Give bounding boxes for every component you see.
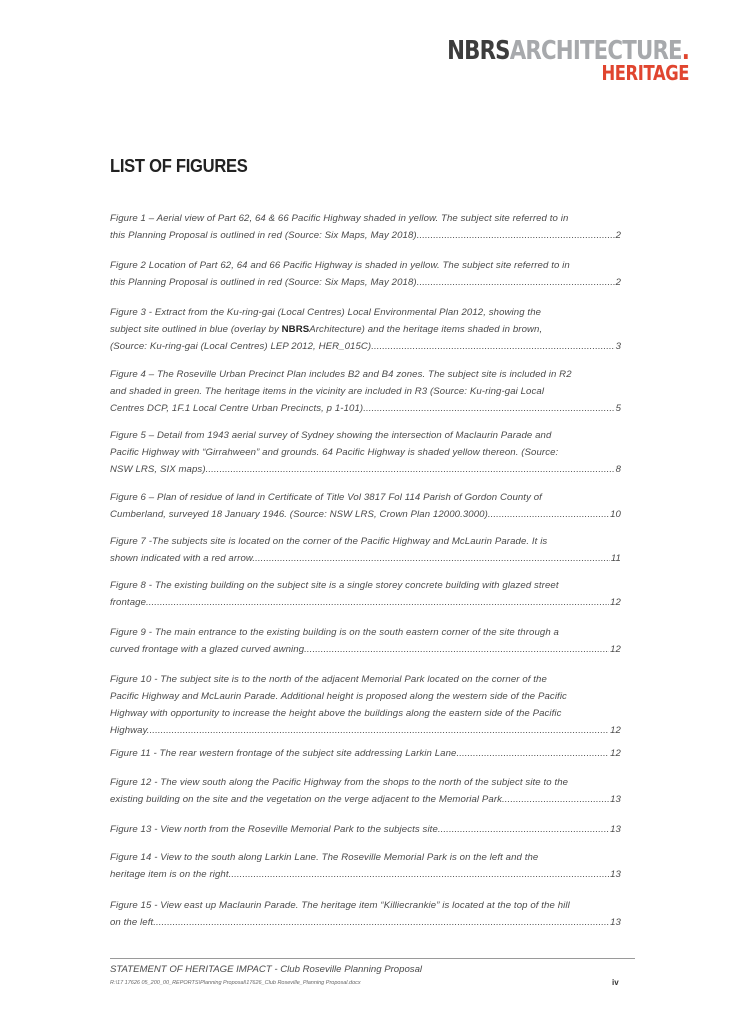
dot-leader (505, 791, 609, 808)
figure-caption-last-line (110, 274, 621, 291)
figure-page-number: 3 (615, 341, 621, 352)
figure-page-number: 11 (610, 553, 621, 564)
page-number: iv (612, 978, 619, 987)
figure-entry[interactable] (110, 577, 621, 611)
figure-caption-line: curved frontage with a glazed curved awning. (110, 644, 307, 655)
figure-entry[interactable] (110, 427, 621, 478)
figure-page-number: 13 (610, 824, 621, 835)
figure-entry[interactable] (110, 210, 621, 244)
page-title: LIST OF FIGURES (110, 156, 248, 176)
figure-caption-last-line (110, 400, 621, 417)
figure-caption-last-line (110, 550, 621, 567)
figure-entry[interactable] (110, 624, 621, 658)
figure-caption-last-line (110, 745, 621, 762)
dot-leader (255, 550, 610, 567)
figure-caption-last-line (110, 791, 621, 808)
figure-caption-last-line (110, 506, 621, 523)
figure-page-number: 10 (610, 509, 621, 520)
figure-caption-last-line (110, 594, 621, 611)
figure-page-number: 13 (610, 869, 621, 880)
footer-file-path: R:\17 17626 05_200_00_REPORTS\Planning Proposal\17626_Club Roseville_Planning Proposal.docx (110, 980, 361, 986)
figure-caption-line: Figure 4 – The Roseville Urban Precinct Plan includes B2 and B4 zones. The subject site is included in R2 (110, 369, 572, 380)
figure-caption-line: Pacific Highway with “Girrahween” and grounds. 64 Pacific Highway is shaded yellow thereon. (Source: (110, 447, 559, 458)
dot-leader (488, 506, 609, 523)
figure-caption-line: Figure 2 Location of Part 62, 64 and 66 Pacific Highway is shaded in yellow. The subject site referred to in (110, 260, 570, 271)
figure-page-number: 12 (610, 597, 621, 608)
dot-leader (149, 594, 609, 611)
figure-entry[interactable] (110, 774, 621, 808)
logo-dot: . (681, 36, 689, 66)
dot-leader (366, 400, 615, 417)
dot-leader (150, 722, 610, 739)
figure-caption-last-line (110, 338, 621, 355)
dot-leader (307, 641, 609, 658)
figure-entry[interactable] (110, 489, 621, 523)
figure-caption-line: heritage item is on the right. (110, 869, 232, 880)
figure-entry[interactable] (110, 745, 621, 762)
figure-caption-line: Cumberland, surveyed 18 January 1946. (Source: NSW LRS, Crown Plan 12000.3000) (110, 509, 488, 520)
dot-leader (441, 821, 609, 838)
figure-caption-line: shown indicated with a red arrow. (110, 553, 256, 564)
dot-leader (459, 745, 609, 762)
footer-divider (110, 958, 635, 959)
nbrs-brand: NBRS (281, 324, 310, 335)
figure-caption-last-line (110, 914, 621, 931)
dot-leader (231, 866, 609, 883)
figure-page-number: 2 (615, 230, 621, 241)
figure-caption-line: Highway with opportunity to increase the height above the buildings along the eastern side of the Pacific (110, 708, 562, 719)
figure-entry[interactable] (110, 821, 621, 838)
figure-caption-line: Pacific Highway and McLaurin Parade. Additional height is proposed along the western side of the Pacific (110, 691, 567, 702)
footer-title: STATEMENT OF HERITAGE IMPACT - Club Roseville Planning Proposal (110, 964, 423, 975)
figure-caption-line: Figure 13 - View north from the Roseville Memorial Park to the subjects site. (110, 824, 441, 835)
figure-caption-line: Figure 3 - Extract from the Ku-ring-gai (Local Centres) Local Environmental Plan 2012, showing the (110, 307, 542, 318)
figure-caption-line: Figure 12 - The view south along the Pacific Highway from the shops to the north of the subject site to the (110, 777, 569, 788)
logo-heritage: HERITAGE (601, 61, 689, 85)
figure-caption-last-line (110, 866, 621, 883)
figure-caption-last-line (110, 722, 621, 739)
figure-caption-line: on the left. (110, 917, 157, 928)
figure-caption-line: Figure 5 – Detail from 1943 aerial survey of Sydney showing the intersection of Maclaurin Parade and (110, 430, 552, 441)
figure-page-number: 13 (610, 794, 621, 805)
figure-entry[interactable] (110, 304, 621, 355)
figure-page-number: 12 (610, 748, 621, 759)
figure-page-number: 13 (610, 917, 621, 928)
figure-entry[interactable] (110, 897, 621, 931)
figure-entry[interactable] (110, 257, 621, 291)
figure-caption-last-line (110, 641, 621, 658)
figure-caption-line: frontage. (110, 597, 149, 608)
figure-page-number: 5 (615, 403, 621, 414)
figure-caption-line: Figure 7 -The subjects site is located on the corner of the Pacific Highway and McLaurin Parade. It is (110, 536, 548, 547)
figure-caption-line: Figure 10 - The subject site is to the north of the adjacent Memorial Park located on the corner of the (110, 674, 547, 685)
logo-nbrs: NBRS (447, 36, 510, 66)
figure-page-number: 12 (610, 644, 621, 655)
nbrs-logo (394, 38, 689, 83)
figure-caption-last-line (110, 461, 621, 478)
dot-leader (206, 461, 615, 478)
figure-caption-line: subject site outlined in blue (overlay by NBRSArchitecture) and the heritage items shaded in brown, (110, 324, 543, 335)
dot-leader (374, 338, 615, 355)
dot-leader (419, 227, 614, 244)
logo-architecture: ARCHITECTURE (509, 36, 682, 66)
figure-caption-line: Highway. (110, 725, 150, 736)
figure-caption-line: Figure 6 – Plan of residue of land in Certificate of Title Vol 3817 Fol 114 Parish of Gordon County of (110, 492, 542, 503)
figure-entry[interactable] (110, 671, 621, 739)
figure-caption-line: Centres DCP, 1F.1 Local Centre Urban Precincts, p 1-101). (110, 403, 366, 414)
figure-caption-line: Figure 8 - The existing building on the subject site is a single storey concrete building with glazed street (110, 580, 559, 591)
figure-page-number: 12 (610, 725, 621, 736)
figure-caption-line: and shaded in green. The heritage items in the vicinity are included in R3 (Source: Ku-ring-gai Local (110, 386, 545, 397)
figure-entry[interactable] (110, 849, 621, 883)
figure-caption-line: this Planning Proposal is outlined in red (Source: Six Maps, May 2018). (110, 230, 420, 241)
figure-entry[interactable] (110, 533, 621, 567)
figure-caption-line: Figure 1 – Aerial view of Part 62, 64 & 66 Pacific Highway shaded in yellow. The subject site referred to in (110, 213, 569, 224)
figure-caption-line: Figure 14 - View to the south along Larkin Lane. The Roseville Memorial Park is on the left and the (110, 852, 539, 863)
dot-leader (156, 914, 609, 931)
figure-entry[interactable] (110, 366, 621, 417)
figure-caption-line: (Source: Ku-ring-gai (Local Centres) LEP 2012, HER_015C). (110, 341, 374, 352)
figure-caption-line: Figure 11 - The rear western frontage of the subject site addressing Larkin Lane. (110, 748, 460, 759)
figure-page-number: 8 (615, 464, 621, 475)
figure-caption-line: Figure 9 - The main entrance to the existing building is on the south eastern corner of the site through a (110, 627, 559, 638)
figure-page-number: 2 (615, 277, 621, 288)
figure-caption-last-line (110, 821, 621, 838)
figure-caption-line: NSW LRS, SIX maps) (110, 464, 206, 475)
figure-caption-line: existing building on the site and the vegetation on the verge adjacent to the Memorial Park. (110, 794, 505, 805)
figure-caption-line: Figure 15 - View east up Maclaurin Parade. The heritage item “Killiecrankie” is located at the top of the hill (110, 900, 570, 911)
figure-caption-line: this Planning Proposal is outlined in red (Source: Six Maps, May 2018). (110, 277, 420, 288)
figure-caption-last-line (110, 227, 621, 244)
dot-leader (419, 274, 614, 291)
